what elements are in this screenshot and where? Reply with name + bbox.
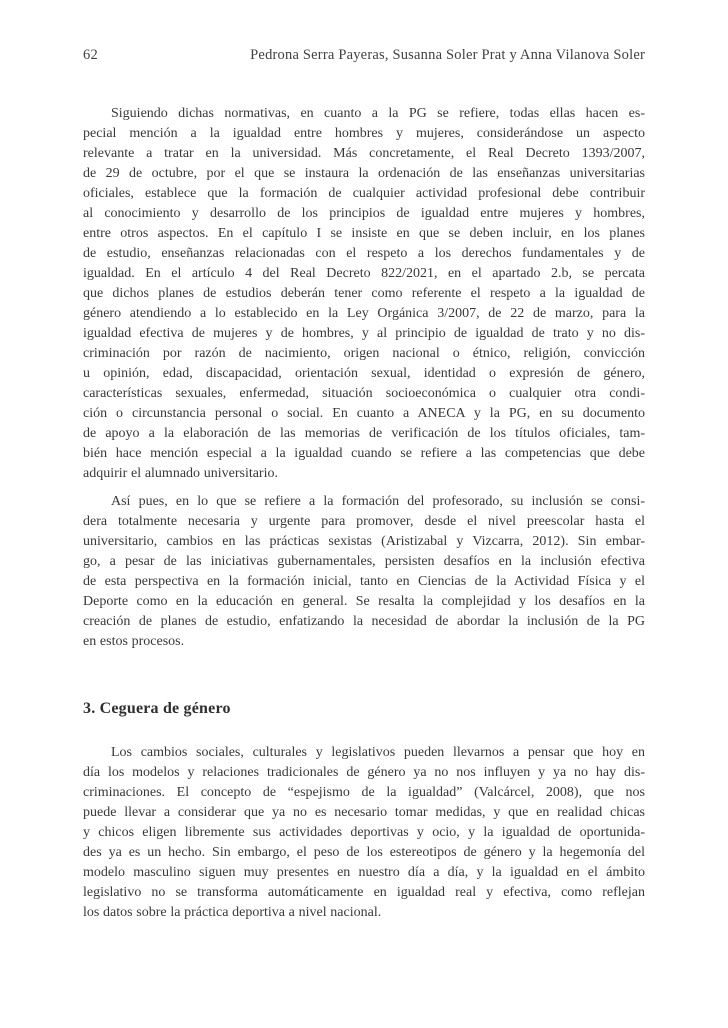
text-line: pecial mención a la igualdad entre hombres y mujeres, considerándose un aspecto: [83, 126, 645, 141]
page-number: 62: [83, 47, 99, 63]
text-line: puede llevar a considerar que ya no es necesario tomar medidas, y que en realidad chicas: [83, 805, 645, 820]
text-line: criminación por razón de nacimiento, origen nacional o étnico, religión, convicción: [83, 346, 645, 361]
text-line: adquirir el alumnado universitario.: [83, 466, 278, 481]
text-line: género atendiendo a lo establecido en la Ley Orgánica 3/2007, de 22 de marzo, para la: [83, 306, 645, 321]
text-line: de estudio, enseñanzas relacionadas con el respeto a los derechos fundamentales y de: [83, 246, 645, 261]
text-line: bién hace mención especial a la igualdad cuando se refiere a las competencias que debe: [83, 446, 645, 461]
text-line: de esta perspectiva en la formación inicial, tanto en Ciencias de la Actividad Física y el: [83, 574, 645, 589]
text-line: u opinión, edad, discapacidad, orientación sexual, identidad o expresión de género,: [83, 366, 645, 381]
text-line: Los cambios sociales, culturales y legislativos pueden llevarnos a pensar que hoy en: [111, 745, 645, 760]
paragraph-3: [83, 743, 645, 923]
text-line: relevante a tratar en la universidad. Más concretamente, el Real Decreto 1393/2007,: [83, 146, 645, 161]
text-line: de apoyo a la elaboración de las memorias de verificación de los títulos oficiales, tam-: [83, 426, 645, 441]
text-line: entre otros aspectos. En el capítulo I se insiste en que se deben incluir, en los planes: [83, 226, 645, 241]
text-line: día los modelos y relaciones tradicionales de género ya no nos influyen y ya no hay dis-: [83, 765, 645, 780]
text-line: de 29 de octubre, por el que se instaura la ordenación de las enseñanzas universitarias: [83, 166, 645, 181]
paragraph-1: [83, 104, 645, 484]
text-line: go, a pesar de las iniciativas gubernamentales, persisten desafíos en la inclusión efectiva: [83, 554, 645, 569]
text-line: Deporte como en la educación en general. Se resalta la complejidad y los desafíos en la: [83, 594, 645, 609]
text-line: des ya es un hecho. Sin embargo, el peso de los estereotipos de género y la hegemonía del: [83, 845, 645, 860]
text-line: creación de planes de estudio, enfatizando la necesidad de abordar la inclusión de la PG: [83, 614, 645, 629]
text-line: dera totalmente necesaria y urgente para promover, desde el nivel preescolar hasta el: [83, 514, 645, 529]
text-line: ción o circunstancia personal o social. En cuanto a ANECA y la PG, en su documento: [83, 406, 645, 421]
text-block: [83, 104, 645, 923]
text-line: criminaciones. El concepto de “espejismo de la igualdad” (Valcárcel, 2008), que nos: [83, 785, 645, 800]
text-line: universitario, cambios en las prácticas sexistas (Aristizabal y Vizcarra, 2012). Sin embar-: [83, 534, 645, 549]
text-line: modelo masculino siguen muy presentes en nuestro día a día, y la igualdad en el ámbito: [83, 865, 645, 880]
text-line: al conocimiento y desarrollo de los principios de igualdad entre mujeres y hombres,: [83, 206, 645, 221]
text-line: en estos procesos.: [83, 634, 185, 649]
text-line: igualdad. En el artículo 4 del Real Decreto 822/2021, en el apartado 2.b, se percata: [83, 266, 645, 281]
text-line: y chicos eligen libremente sus actividades deportivas y ocio, y la igualdad de oportunida-: [83, 825, 645, 840]
running-head-authors: Pedrona Serra Payeras, Susanna Soler Prat y Anna Vilanova Soler: [250, 47, 645, 63]
text-line: oficiales, establece que la formación de cualquier actividad profesional debe contribuir: [83, 186, 645, 201]
text-line: Siguiendo dichas normativas, en cuanto a la PG se refiere, todas ellas hacen es-: [111, 106, 645, 121]
text-line: igualdad efectiva de mujeres y de hombres, y al principio de igualdad de trato y no dis-: [83, 326, 645, 341]
paragraph-2: [83, 492, 645, 652]
section-heading: 3. Ceguera de género: [83, 700, 231, 717]
text-line: los datos sobre la práctica deportiva a nivel nacional.: [83, 905, 382, 920]
running-header: [83, 46, 645, 64]
text-line: Así pues, en lo que se refiere a la formación del profesorado, su inclusión se consi-: [111, 494, 645, 509]
text-line: legislativo no se transforma automáticamente en igualdad real y efectiva, como reflejan: [83, 885, 645, 900]
text-line: características sexuales, enfermedad, situación socioeconómica o cualquier otra condi-: [83, 386, 645, 401]
text-line: que dichos planes de estudios deberán tener como referente el respeto a la igualdad de: [83, 286, 645, 301]
